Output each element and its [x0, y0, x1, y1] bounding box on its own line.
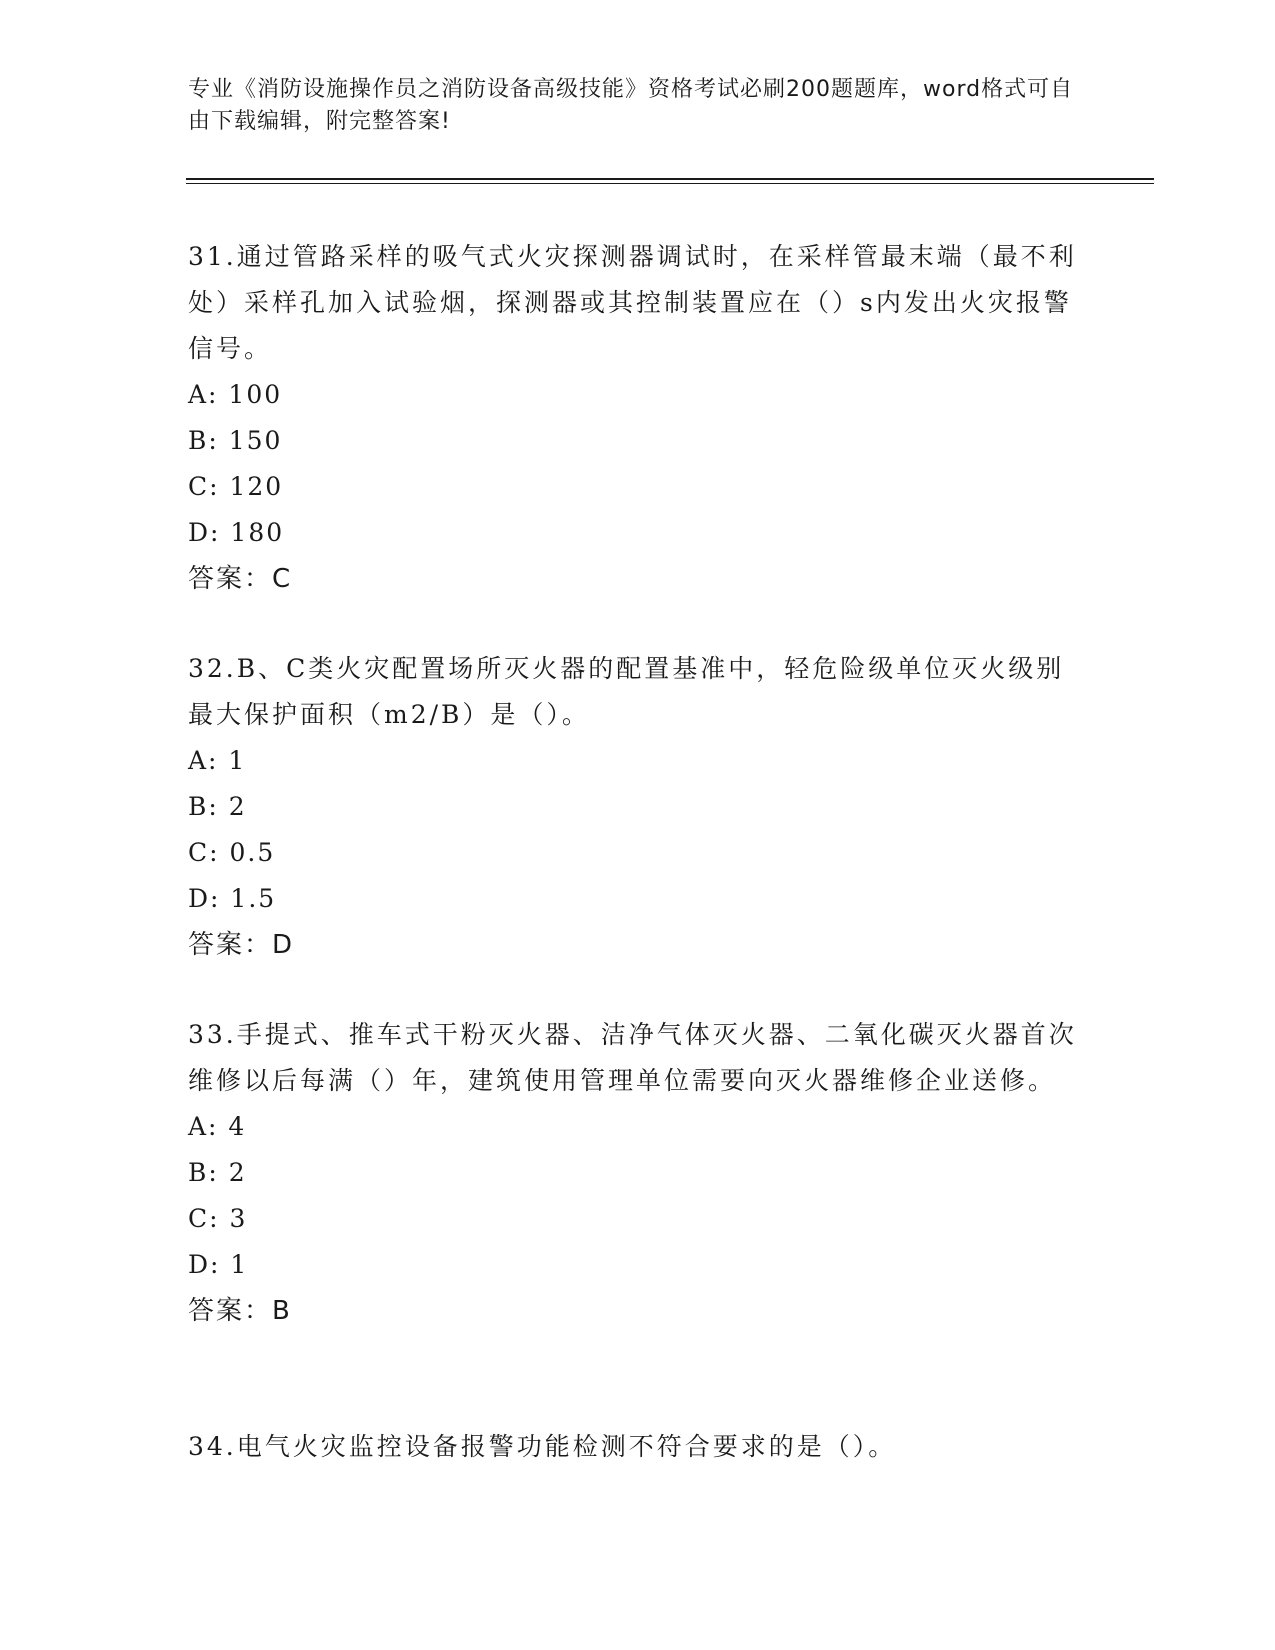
option-a: A: 100	[188, 380, 283, 409]
option-a: A: 4	[188, 1112, 247, 1141]
option-d: D: 1.5	[188, 884, 277, 913]
question-32	[188, 646, 1088, 968]
option-b: B: 2	[188, 792, 247, 821]
document-header-title: 专业《消防设施操作员之消防设备高级技能》资格考试必刷200题题库，word格式可自由下载编辑，附完整答案!	[188, 77, 1074, 134]
header-divider-thin	[186, 183, 1154, 184]
question-33	[188, 1012, 1088, 1334]
option-c: C: 0.5	[188, 838, 276, 867]
question-34	[188, 1424, 1088, 1470]
question-answer: 答案：B	[188, 1296, 292, 1326]
question-answer: 答案：D	[188, 930, 295, 960]
option-c: C: 3	[188, 1204, 248, 1233]
option-d: D: 1	[188, 1250, 249, 1279]
question-stem: 31.通过管路采样的吸气式火灾探测器调试时，在采样管最末端（最不利处）采样孔加入试验烟，探测器或其控制装置应在（）s内发出火灾报警信号。	[188, 242, 1077, 363]
question-answer: 答案：C	[188, 564, 293, 594]
option-b: B: 150	[188, 426, 283, 455]
question-stem: 33.手提式、推车式干粉灭火器、洁净气体灭火器、二氧化碳灭火器首次维修以后每满（）年，建筑使用管理单位需要向灭火器维修企业送修。	[188, 1020, 1077, 1095]
option-a: A: 1	[188, 746, 247, 775]
option-d: D: 180	[188, 518, 285, 547]
option-c: C: 120	[188, 472, 284, 501]
header-divider-thick	[186, 178, 1154, 180]
option-b: B: 2	[188, 1158, 247, 1187]
question-stem: 34.电气火灾监控设备报警功能检测不符合要求的是（）。	[188, 1432, 897, 1461]
question-stem: 32.B、C类火灾配置场所灭火器的配置基准中，轻危险级单位灭火级别最大保护面积（m2/B）是（）。	[188, 654, 1065, 729]
question-31	[188, 234, 1088, 602]
